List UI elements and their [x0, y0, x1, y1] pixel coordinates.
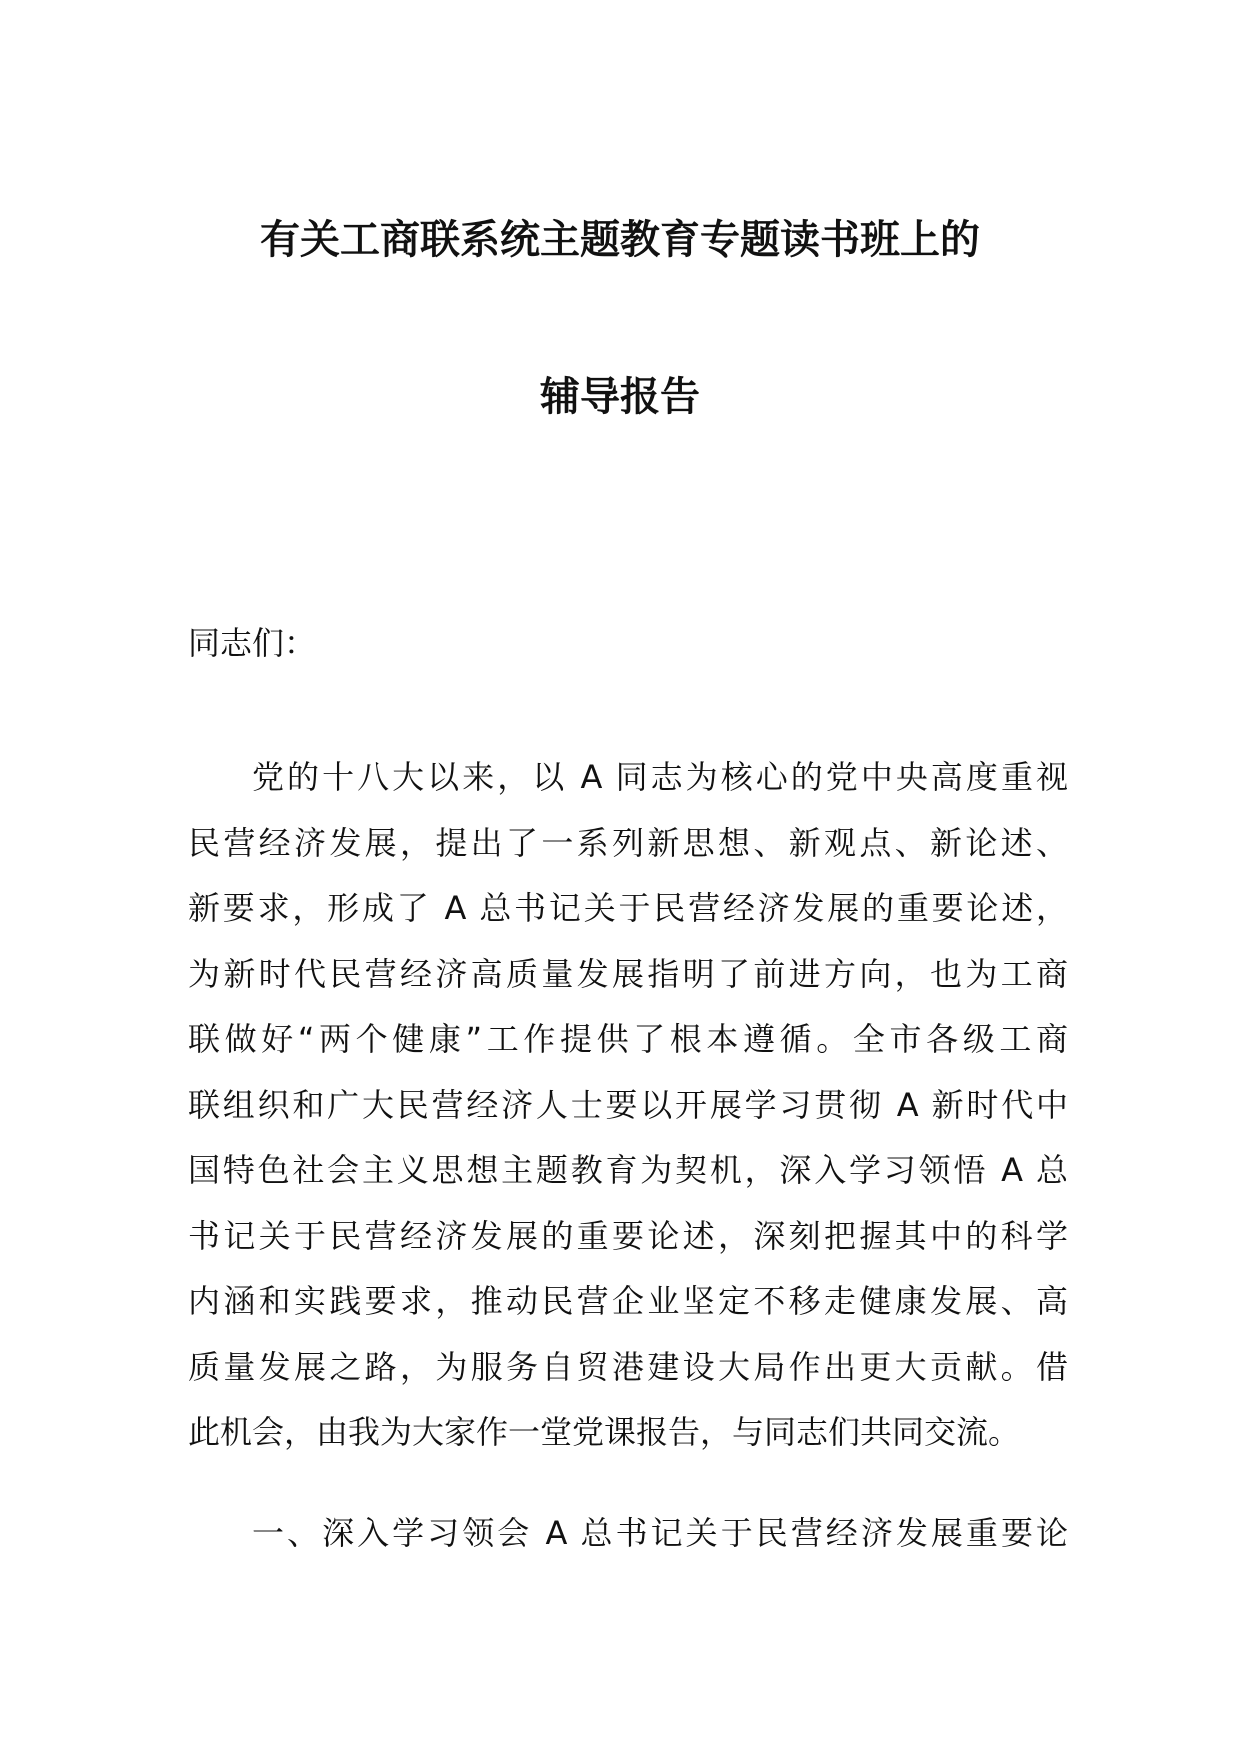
section-heading-1: 一、深入学习领会 A 总书记关于民营经济发展重要论	[252, 1514, 1068, 1552]
paragraph-line: 内涵和实践要求，推动民营企业坚定不移走健康发展、高	[188, 1282, 1068, 1320]
paragraph-line: 书记关于民营经济发展的重要论述，深刻把握其中的科学	[188, 1216, 1068, 1255]
paragraph-line: 联做好“两个健康”工作提供了根本遵循。全市各级工商	[188, 1020, 1068, 1058]
paragraph-line: 国特色社会主义思想主题教育为契机，深入学习领悟 A 总	[188, 1151, 1068, 1189]
paragraph-line: 质量发展之路，为服务自贸港建设大局作出更大贡献。借	[188, 1347, 1068, 1386]
paragraph-line: 党的十八大以来，以 A 同志为核心的党中央高度重视	[252, 758, 1068, 796]
salutation: 同志们：	[188, 624, 317, 662]
paragraph-line: 此机会，由我为大家作一堂党课报告，与同志们共同交流。	[188, 1413, 1021, 1451]
paragraph-line: 新要求，形成了 A 总书记关于民营经济发展的重要论述，	[188, 889, 1068, 927]
document-title-line-1: 有关工商联系统主题教育专题读书班上的	[260, 217, 980, 263]
paragraph-line: 民营经济发展，提出了一系列新思想、新观点、新论述、	[188, 823, 1068, 862]
document-title-line-2: 辅导报告	[540, 374, 700, 420]
paragraph-1	[188, 745, 1068, 1466]
paragraph-line: 联组织和广大民营经济人士要以开展学习贯彻 A 新时代中	[188, 1085, 1068, 1124]
paragraph-line: 为新时代民营经济高质量发展指明了前进方向，也为工商	[188, 954, 1068, 993]
